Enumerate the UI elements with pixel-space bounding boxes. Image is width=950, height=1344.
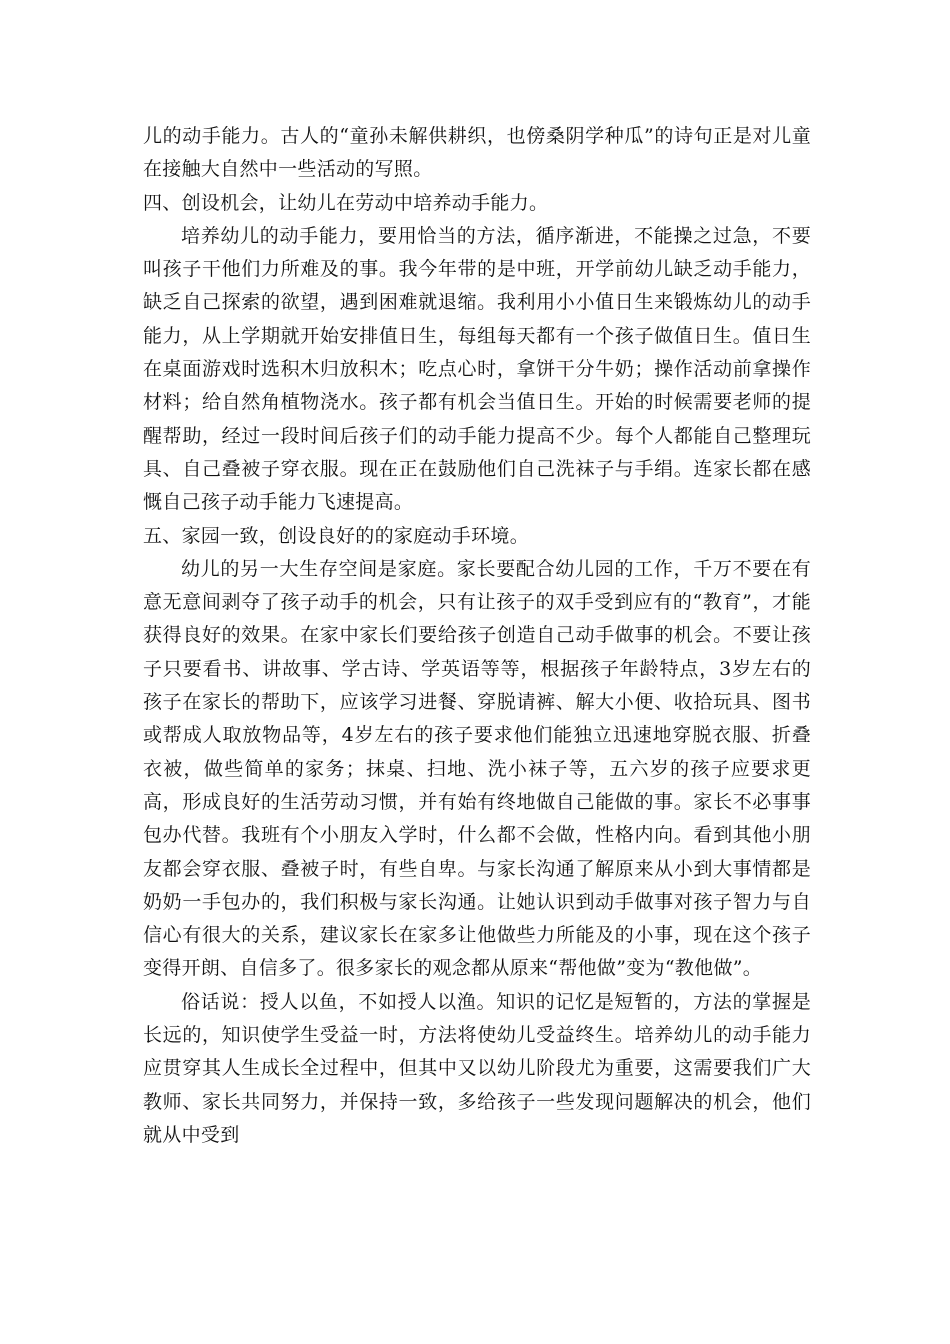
document-body bbox=[143, 120, 811, 1152]
continuation-paragraph: 儿的动手能力。古人的“童孙未解供耕织，也傍桑阴学种瓜”的诗句正是对儿童在接触大自然中一些活动的写照。 bbox=[143, 125, 811, 181]
section-paragraph-4: 培养幼儿的动手能力，要用恰当的方法，循序渐进，不能操之过急，不要叫孩子干他们力所难及的事。我今年带的是中班，开学前幼儿缺乏动手能力，缺乏自己探索的欲望，遇到困难就退缩。我利用小小值日生来锻炼幼儿的动手能力，从上学期就开始安排值日生，每组每天都有一个孩子做值日生。值日生在桌面游戏时选积木归放积木；吃点心时，拿饼干分牛奶；操作活动前拿操作材料；给自然角植物浇水。孩子都有机会当值日生。开始的时候需要老师的提醒帮助，经过一段时间后孩子们的动手能力提高不少。每个人都能自己整理玩具、自己叠被子穿衣服。现在正在鼓励他们自己洗袜子与手绢。连家长都在感慨自己孩子动手能力飞速提高。 bbox=[143, 224, 811, 514]
section-heading-4: 四、创设机会，让幼儿在劳动中培养动手能力。 bbox=[143, 191, 549, 214]
section-paragraph-5: 幼儿的另一大生存空间是家庭。家长要配合幼儿园的工作，千万不要在有意无意间剥夺了孩子动手的机会，只有让孩子的双手受到应有的“教育”，才能获得良好的效果。在家中家长们要给孩子创造自己动手做事的机会。不要让孩子只要看书、讲故事、学古诗、学英语等等，根据孩子年龄特点，3岁左右的孩子在家长的帮助下，应该学习进餐、穿脱请裤、解大小便、收拾玩具、图书或帮成人取放物品等，4岁左右的孩子要求他们能独立迅速地穿脱衣服、折叠衣被，做些简单的家务；抹桌、扫地、洗小袜子等，五六岁的孩子应要求更高，形成良好的生活劳动习惯，并有始有终地做自己能做的事。家长不必事事包办代替。我班有个小朋友入学时，什么都不会做，性格内向。看到其他小朋友都会穿衣服、叠被子时，有些自卑。与家长沟通了解原来从小到大事情都是奶奶一手包办的，我们积极与家长沟通。让她认识到动手做事对孩子智力与自信心有很大的关系，建议家长在家多让他做些力所能及的小事，现在这个孩子变得开朗、自信多了。很多家长的观念都从原来“帮他做”变为“教他做”。 bbox=[143, 557, 811, 980]
closing-paragraph: 俗话说：授人以鱼，不如授人以渔。知识的记忆是短暂的，方法的掌握是长远的，知识使学生受益一时，方法将使幼儿受益终生。培养幼儿的动手能力应贯穿其人生成长全过程中，但其中又以幼儿阶段尤为重要，这需要我们广大教师、家长共同努力，并保持一致，多给孩子一些发现问题解决的机会，他们就从中受到 bbox=[143, 990, 811, 1146]
section-heading-5: 五、家园一致，创设良好的的家庭动手环境。 bbox=[143, 524, 530, 547]
